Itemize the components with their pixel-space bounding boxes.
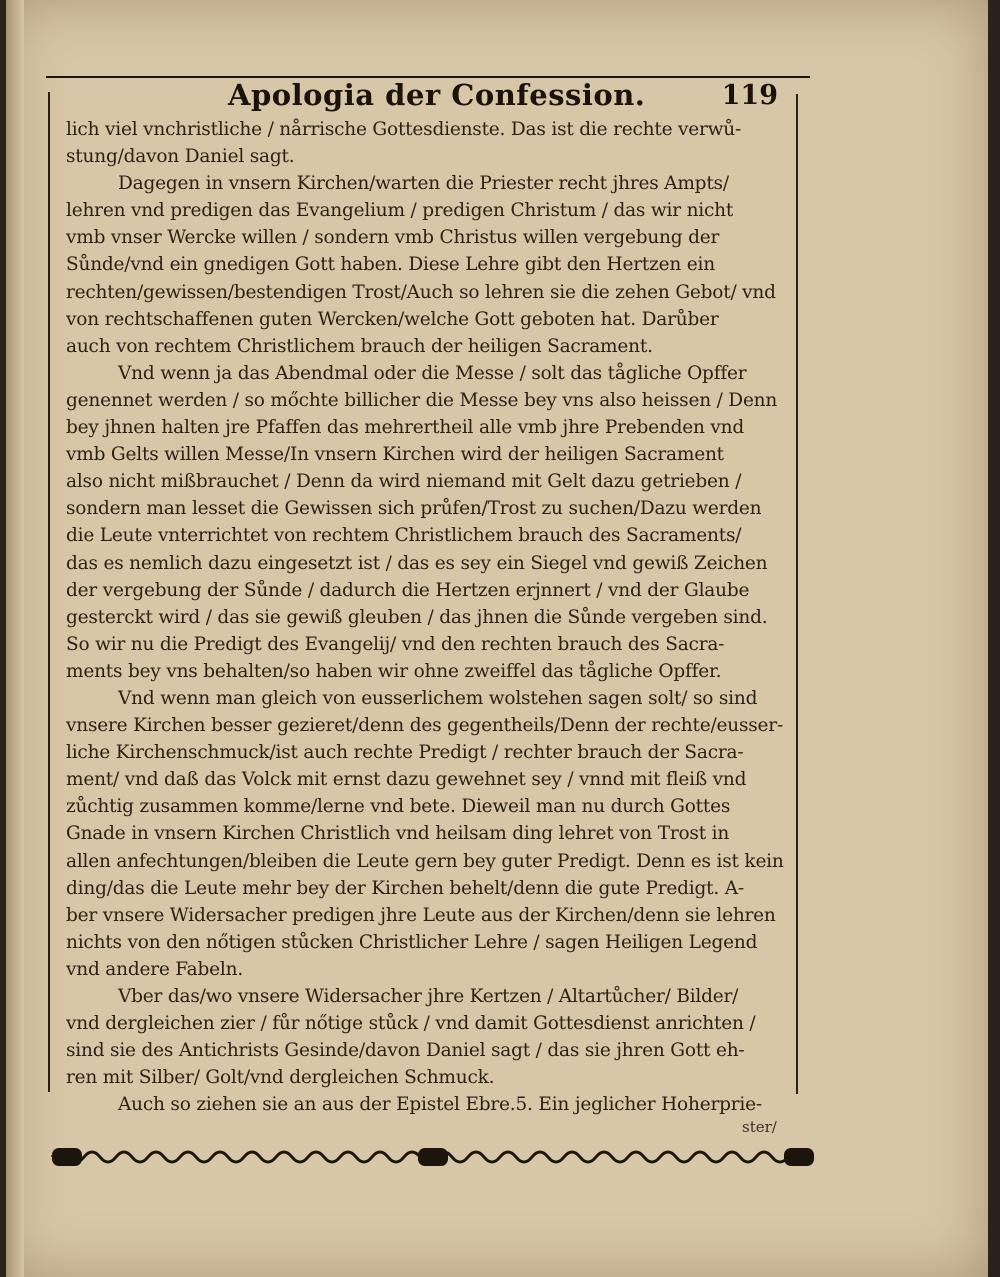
text-line: der vergebung der Sůnde / dadurch die Hertzen erjnnert / vnd der Glaube <box>66 579 750 601</box>
text-line: ment/ vnd daß das Volck mit ernst dazu gewehnet sey / vnnd mit fleiß vnd <box>66 769 747 791</box>
text-line: ren mit Silber/ Golt/vnd dergleichen Schmuck. <box>66 1067 495 1089</box>
text-line: allen anfechtungen/bleiben die Leute gern bey guter Predigt. Denn es ist kein <box>66 850 784 872</box>
text-line: liche Kirchenschmuck/ist auch rechte Predigt / rechter brauch der Sacra- <box>66 742 744 764</box>
right-margin-rule <box>796 94 798 1094</box>
text-line: vnsere Kirchen besser gezieret/denn des gegentheils/Denn der rechte/eusser- <box>66 715 783 737</box>
text-line: vmb Gelts willen Messe/In vnsern Kirchen wird der heiligen Sacrament <box>66 444 724 466</box>
text-line: vmb vnser Wercke willen / sondern vmb Christus willen vergebung der <box>66 227 720 249</box>
catchword: ster/ <box>742 1118 777 1136</box>
text-line: Vber das/wo vnsere Widersacher jhre Kertzen / Altartůcher/ Bilder/ <box>118 986 739 1007</box>
text-line: ments bey vns behalten/so haben wir ohne zweiffel das tågliche Opffer. <box>66 660 722 682</box>
text-line: ber vnsere Widersacher predigen jhre Leute aus der Kirchen/denn sie lehren <box>66 904 776 926</box>
text-line: vnd andere Fabeln. <box>66 958 244 980</box>
text-line: sind sie des Antichrists Gesinde/davon Daniel sagt / das sie jhren Gott eh- <box>66 1040 745 1062</box>
text-line: lich viel vnchristliche / nårrische Gottesdienste. Das ist die rechte verwů- <box>66 119 742 140</box>
page-gutter-shadow <box>6 0 24 1277</box>
text-line: nichts von den nőtigen stůcken Christlicher Lehre / sagen Heiligen Legend <box>66 931 758 953</box>
text-line: Auch so ziehen sie an aus der Epistel Ebre.5. Ein jeglicher Hoherprie- <box>118 1094 762 1116</box>
text-line: bey jhnen halten jre Pfaffen das mehrertheil alle vmb jhre Prebenden vnd <box>66 417 745 439</box>
text-line: zůchtig zusammen komme/lerne vnd bete. Dieweil man nu durch Gottes <box>66 796 731 818</box>
text-line: Dagegen in vnsern Kirchen/warten die Priester recht jhres Ampts/ <box>118 173 729 195</box>
text-line: stung/davon Daniel sagt. <box>66 146 295 168</box>
ornamental-border-icon <box>48 1142 818 1172</box>
text-line: So wir nu die Predigt des Evangelij/ vnd den rechten brauch des Sacra- <box>66 633 725 655</box>
text-line: gesterckt wird / das sie gewiß gleuben / das jhnen die Sůnde vergeben sind. <box>66 606 768 628</box>
text-line: vnd dergleichen zier / fůr nőtige stůck / vnd damit Gottesdienst anrichten / <box>66 1013 756 1035</box>
text-line: auch von rechtem Christlichem brauch der heiligen Sacrament. <box>66 335 653 357</box>
text-line: also nicht mißbrauchet / Denn da wird niemand mit Gelt dazu getrieben / <box>66 471 742 493</box>
text-line: ding/das die Leute mehr bey der Kirchen behelt/denn die gute Predigt. A- <box>66 877 744 899</box>
text-line: lehren vnd predigen das Evangelium / predigen Christum / das wir nicht <box>66 200 734 222</box>
text-line: von rechtschaffenen guten Wercken/welche Gott geboten hat. Darůber <box>66 308 719 330</box>
page-number: 119 <box>721 80 778 111</box>
text-line: die Leute vnterrichtet von rechtem Christlichem brauch des Sacraments/ <box>66 525 742 547</box>
text-line: Sůnde/vnd ein gnedigen Gott haben. Diese Lehre gibt den Hertzen ein <box>66 254 715 276</box>
text-line: Vnd wenn man gleich von eusserlichem wolstehen sagen solt/ so sind <box>118 687 758 709</box>
text-line: Vnd wenn ja das Abendmal oder die Messe / solt das tågliche Opffer <box>118 362 747 384</box>
running-title: Apologia der Confession. <box>228 78 646 112</box>
text-line: genennet werden / so mőchte billicher die Messe bey vns also heissen / Denn <box>66 389 778 411</box>
body-text <box>66 116 786 1118</box>
text-line: das es nemlich dazu eingesetzt ist / das es sey ein Siegel vnd gewiß Zeichen <box>66 552 768 574</box>
text-line: Gnade in vnsern Kirchen Christlich vnd heilsam ding lehret von Trost in <box>66 823 730 845</box>
text-line: sondern man lesset die Gewissen sich průfen/Trost zu suchen/Dazu werden <box>66 498 762 520</box>
text-line: rechten/gewissen/bestendigen Trost/Auch so lehren sie die zehen Gebot/ vnd <box>66 281 776 303</box>
page-header <box>200 78 800 118</box>
left-margin-rule <box>48 92 50 1092</box>
